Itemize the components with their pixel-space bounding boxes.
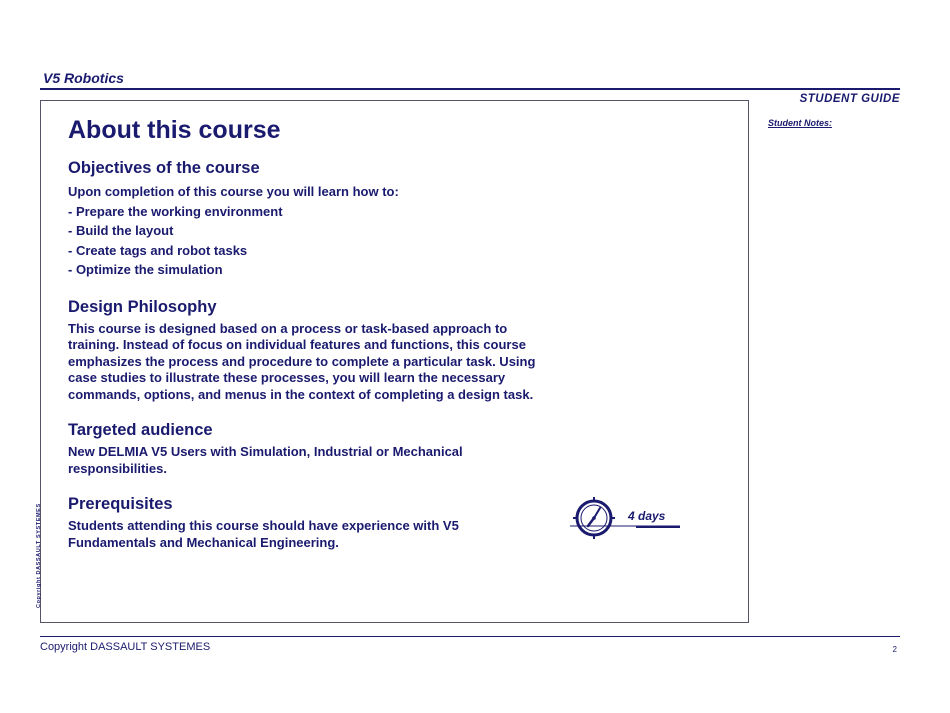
list-item: - Create tags and robot tasks (68, 242, 248, 258)
footer-divider (40, 636, 900, 637)
list-item: - Build the layout (68, 223, 174, 238)
audience-line: New DELMIA V5 Users with Simulation, Industrial or Mechanical (68, 444, 463, 459)
side-copyright-text: Copyright DASSAULT SYSTEMES (36, 503, 42, 608)
header-divider (40, 88, 900, 90)
footer-copyright: Copyright DASSAULT SYSTEMES (40, 641, 211, 653)
design-philosophy-line: training. Instead of focus on individual features and functions, this course (68, 337, 526, 352)
document-header-title: V5 Robotics (43, 70, 124, 86)
prerequisites-line: Fundamentals and Mechanical Engineering. (68, 534, 339, 550)
objectives-section (68, 159, 568, 280)
page-title: About this course (68, 116, 281, 144)
page-number: 2 (892, 645, 897, 654)
list-item: - Prepare the working environment (68, 203, 283, 219)
design-philosophy-line: commands, options, and menus in the context of completing a design task. (68, 386, 534, 402)
prerequisites-heading: Prerequisites (68, 495, 173, 513)
prerequisites-line: Students attending this course should have experience with V5 (68, 518, 459, 533)
design-philosophy-line: case studies to illustrate these processes, you will learn the necessary (68, 370, 506, 385)
design-philosophy-line: This course is designed based on a process or task-based approach to (68, 320, 508, 336)
audience-section (68, 421, 568, 477)
audience-heading: Targeted audience (68, 421, 213, 439)
objectives-intro: Upon completion of this course you will learn how to: (68, 184, 399, 199)
list-item: - Optimize the simulation (68, 262, 223, 277)
objectives-heading: Objectives of the course (68, 159, 260, 177)
design-philosophy-section (68, 298, 568, 404)
duration-label: 4 days (628, 509, 666, 523)
duration-badge (570, 496, 685, 540)
prerequisites-section (68, 495, 568, 551)
slide-content (68, 116, 568, 569)
student-notes-label: Student Notes: (768, 118, 832, 128)
design-philosophy-heading: Design Philosophy (68, 297, 217, 316)
audience-line: responsibilities. (68, 460, 167, 476)
student-guide-label: STUDENT GUIDE (799, 93, 900, 105)
design-philosophy-line: emphasizes the process and procedure to complete a particular task. Using (68, 353, 536, 369)
